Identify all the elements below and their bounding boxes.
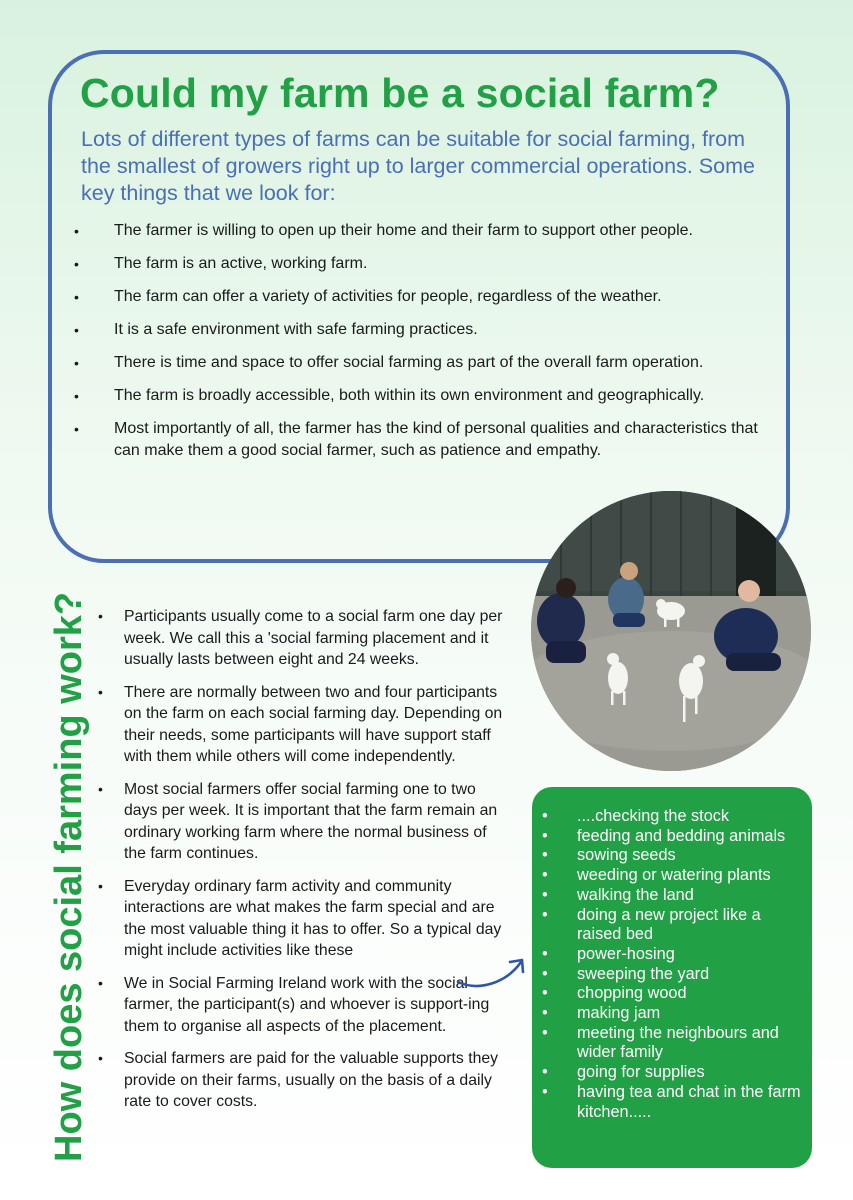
list-item: • The farm is an active, working farm. [70,253,770,275]
list-item: • Most social farmers offer social farming one to two days per week. It is important that the farm remain an ordinary working farm where the normal business of the farm continues. [96,779,508,865]
list-item: • sweeping the yard [542,964,710,983]
list-item: • sowing seeds [542,846,676,865]
page-title: Could my farm be a social farm? [80,70,720,116]
list-item: • The farm is broadly accessible, both within its own environment and geographically. [70,385,770,407]
activities-list [542,807,802,1122]
list-item: • Everyday ordinary farm activity and community interactions are what makes the farm special and are the most valuable thing it has to offer. So a typical day might include activities like these [96,876,508,962]
curved-arrow-icon [455,950,529,990]
how-it-works-list [96,606,508,1124]
list-item: • The farmer is willing to open up their home and their farm to support other people. [70,220,770,242]
list-item: • having tea and chat in the farm kitchen..... [542,1082,801,1121]
intro-text: Lots of different types of farms can be suitable for social farming, from the smallest of growers right up to larger commercial operations. Some key things that we look for: [81,127,755,205]
list-item: • walking the land [542,885,694,904]
list-item: • feeding and bedding animals [542,826,786,845]
list-item: • doing a new project like a raised bed [542,905,761,944]
list-item: • going for supplies [542,1063,705,1082]
list-item: • ....checking the stock [542,807,730,825]
list-item: • meeting the neighbours and wider family [542,1023,779,1062]
list-item: • chopping wood [542,984,687,1003]
list-item: • There is time and space to offer social farming as part of the overall farm operation. [70,352,770,374]
list-item: • There are normally between two and four participants on the farm on each social farming day. Depending on their needs, some participants will have support staff with them while others will come independently. [96,682,508,768]
farm-photo-image [531,491,811,771]
list-item: • Participants usually come to a social farm one day per week. We call this a 'social farming placement and it usually lasts between eight and 24 weeks. [96,606,508,671]
list-item: • power-hosing [542,944,675,963]
list-item: • weeding or watering plants [542,866,771,885]
list-item: • The farm can offer a variety of activities for people, regardless of the weather. [70,286,770,308]
farm-photo-illustration [531,491,811,771]
list-item: • Social farmers are paid for the valuable supports they provide on their farms, usually on the basis of a daily rate to cover costs. [96,1048,508,1113]
list-item: • We in Social Farming Ireland work with the social farmer, the participant(s) and whoever is support-ing them to organise all aspects of the placement. [96,973,508,1038]
list-item: • Most importantly of all, the farmer has the kind of personal qualities and characteristics that can make them a good social farmer, such as patience and empathy. [70,418,770,462]
activities-panel [532,787,812,1168]
list-item: • It is a safe environment with safe farming practices. [70,319,770,341]
criteria-list [70,220,770,473]
list-item: • making jam [542,1004,661,1023]
section-title-vertical: How does social farming work? [48,591,90,1162]
